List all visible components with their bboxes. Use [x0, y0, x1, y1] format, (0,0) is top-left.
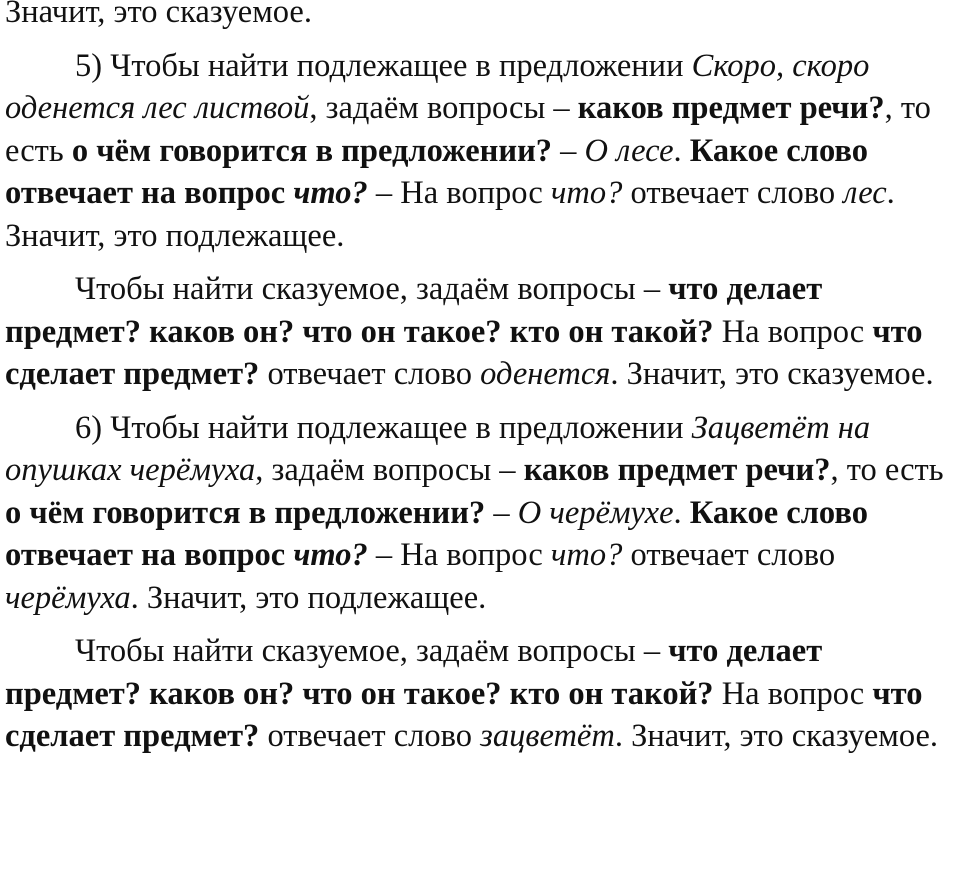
italic-text: Скоро, скоро оденется лес листвой: [5, 47, 870, 126]
italic-text: зацветёт: [480, 718, 615, 754]
bold-italic-text: что?: [293, 175, 368, 211]
bold-text: что делает предмет? каков он? что он такое? кто он такой?: [5, 633, 823, 712]
plain-text: . Значит, это подлежащее.: [130, 579, 487, 616]
plain-text: – На вопрос: [367, 537, 551, 573]
plain-text: 6) Чтобы найти подлежащее в предложении: [75, 409, 692, 446]
plain-text: , задаём вопросы –: [309, 90, 578, 126]
bold-text: каков предмет речи?: [577, 90, 885, 126]
italic-text: лес: [843, 175, 887, 211]
bold-text: о чём говорится в предложении?: [71, 132, 553, 169]
plain-text: На вопрос: [713, 675, 873, 712]
plain-text: –: [552, 132, 585, 169]
plain-text: , то есть: [830, 452, 944, 488]
paragraph-item-5-predicate: [5, 268, 950, 396]
plain-text: Чтобы найти сказуемое, задаём вопросы –: [75, 633, 669, 669]
italic-text: оденется: [480, 356, 611, 392]
plain-text: , то есть: [5, 90, 931, 169]
bold-italic-text: что?: [293, 537, 368, 573]
plain-text: –: [485, 494, 518, 531]
plain-text: Чтобы найти сказуемое, задаём вопросы –: [75, 271, 669, 307]
plain-text: На вопрос: [713, 313, 873, 350]
italic-text: О черёмухе: [517, 494, 674, 531]
paragraph-item-6-subject: [5, 407, 950, 620]
italic-text: черёмуха: [5, 579, 131, 616]
italic-text: что?: [550, 175, 623, 211]
plain-text: отвечает слово: [622, 537, 836, 573]
bold-text: Какое слово отвечает на вопрос: [5, 494, 868, 573]
plain-text: 5) Чтобы найти подлежащее в предложении: [75, 47, 692, 84]
plain-text: . Значит, это сказуемое.: [614, 718, 939, 754]
plain-text: Значит, это сказуемое.: [5, 0, 312, 30]
bold-text: о чём говорится в предложении?: [5, 494, 486, 531]
plain-text: .: [673, 494, 690, 531]
paragraph-item-6-predicate: [5, 630, 950, 758]
paragraph-continuation: [5, 0, 950, 34]
bold-text: Какое слово отвечает на вопрос: [5, 132, 868, 211]
plain-text: . Значит, это подлежащее.: [5, 175, 895, 254]
italic-text: О лесе: [584, 132, 674, 169]
plain-text: отвечает слово: [622, 175, 844, 211]
plain-text: отвечает слово: [259, 718, 481, 754]
plain-text: . Значит, это сказуемое.: [610, 356, 934, 392]
bold-text: что сделает предмет?: [5, 313, 923, 392]
plain-text: , задаём вопросы –: [255, 452, 524, 488]
bold-text: каков предмет речи?: [523, 452, 831, 488]
plain-text: – На вопрос: [367, 175, 551, 211]
italic-text: Зацветёт на опушках черёмуха: [5, 409, 871, 488]
italic-text: что?: [550, 537, 623, 573]
plain-text: .: [673, 132, 690, 169]
paragraph-item-5-subject: [5, 45, 950, 258]
plain-text: отвечает слово: [259, 356, 481, 392]
bold-text: что делает предмет? каков он? что он такое? кто он такой?: [5, 271, 823, 350]
bold-text: что сделает предмет?: [5, 675, 923, 754]
